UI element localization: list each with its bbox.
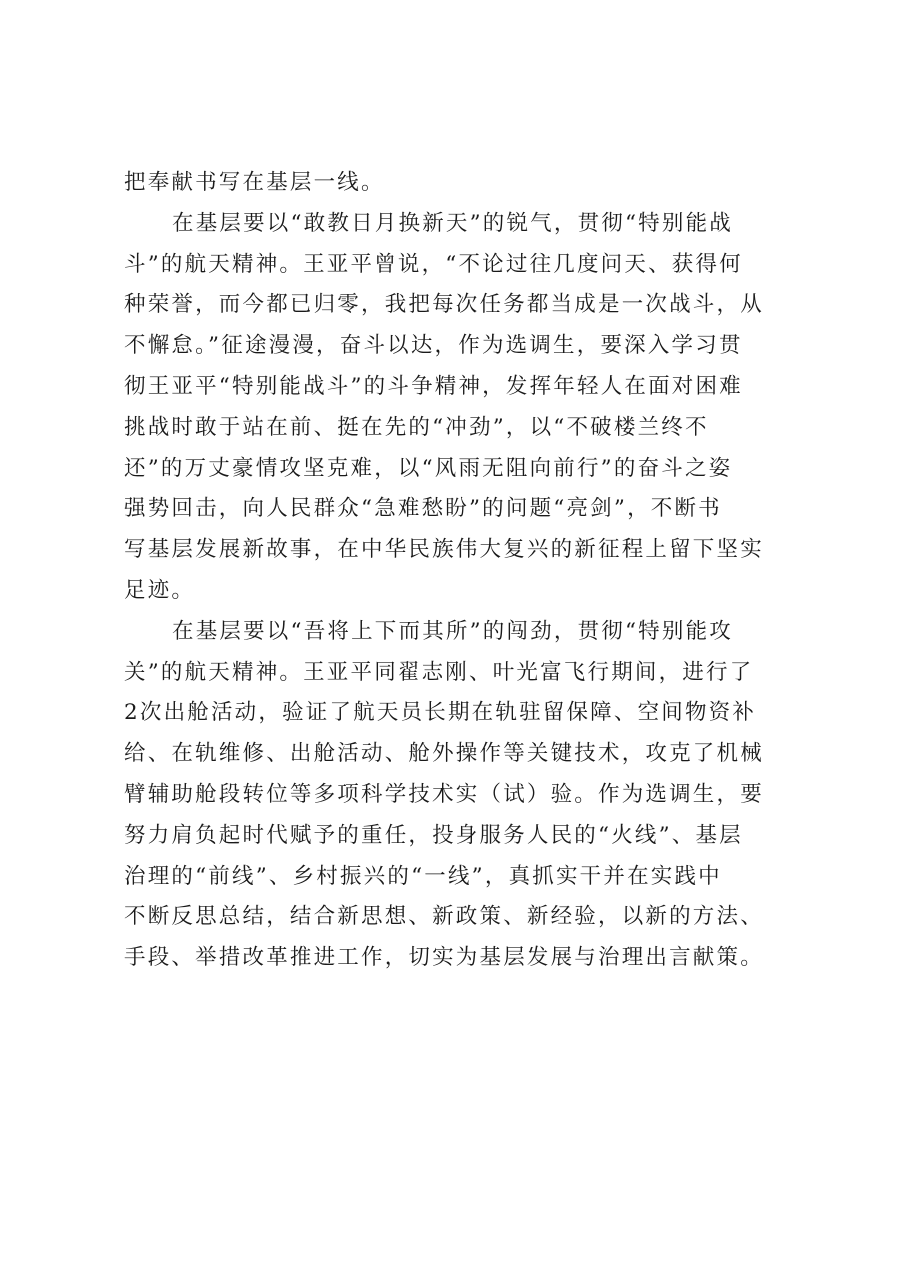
document-body bbox=[124, 163, 804, 979]
paragraph-line: 给、在轨维修、出舱活动、舱外操作等关键技术，攻克了机械 bbox=[124, 741, 764, 767]
paragraph-1 bbox=[124, 163, 804, 204]
paragraph-line: 不断反思总结，结合新思想、新政策、新经验，以新的方法、 bbox=[124, 904, 764, 930]
paragraph-line: 在基层要以“敢教日月换新天”的锐气，贯彻“特别能战 bbox=[172, 210, 733, 236]
paragraph-line: 努力肩负起时代赋予的重任，投身服务人民的“火线”、基层 bbox=[124, 822, 743, 848]
paragraph-line: 挑战时敢于站在前、挺在先的“冲劲”，以“不破楼兰终不 bbox=[124, 414, 709, 440]
paragraph-line: 把奉献书写在基层一线。 bbox=[124, 170, 385, 195]
paragraph-line: 足迹。 bbox=[124, 577, 196, 603]
paragraph-line: 关”的航天精神。王亚平同翟志刚、叶光富飞行期间，进行了 bbox=[124, 659, 754, 685]
paragraph-line: 斗”的航天精神。王亚平曾说，“不论过往几度问天、获得何 bbox=[124, 251, 743, 277]
paragraph-3 bbox=[124, 612, 804, 979]
paragraph-line: 还”的万丈豪情攻坚克难，以“风雨无阻向前行”的奋斗之姿 bbox=[124, 455, 733, 481]
paragraph-line: 种荣誉，而今都已归零，我把每次任务都当成是一次战斗，从 bbox=[124, 292, 764, 318]
paragraph-2 bbox=[124, 204, 804, 612]
paragraph-line: 2次出舱活动，验证了航天员长期在轨驻留保障、空间物资补 bbox=[124, 700, 757, 726]
paragraph-line: 手段、举措改革推进工作，切实为基层发展与治理出言献策。 bbox=[124, 945, 764, 971]
paragraph-line: 臂辅助舱段转位等多项科学技术实（试）验。作为选调生，要 bbox=[124, 781, 764, 807]
paragraph-line: 彻王亚平“特别能战斗”的斗争精神，发挥年轻人在面对困难 bbox=[124, 373, 743, 399]
paragraph-line: 在基层要以“吾将上下而其所”的闯劲，贯彻“特别能攻 bbox=[172, 618, 733, 644]
paragraph-line: 治理的“前线”、乡村振兴的“一线”，真抓实干并在实践中 bbox=[124, 863, 722, 889]
paragraph-line: 写基层发展新故事，在中华民族伟大复兴的新征程上留下坚实 bbox=[124, 537, 764, 563]
paragraph-line: 强势回击，向人民群众“急难愁盼”的问题“亮剑”，不断书 bbox=[124, 496, 722, 522]
paragraph-line: 不懈怠。”征途漫漫，奋斗以达，作为选调生，要深入学习贯 bbox=[124, 333, 743, 359]
